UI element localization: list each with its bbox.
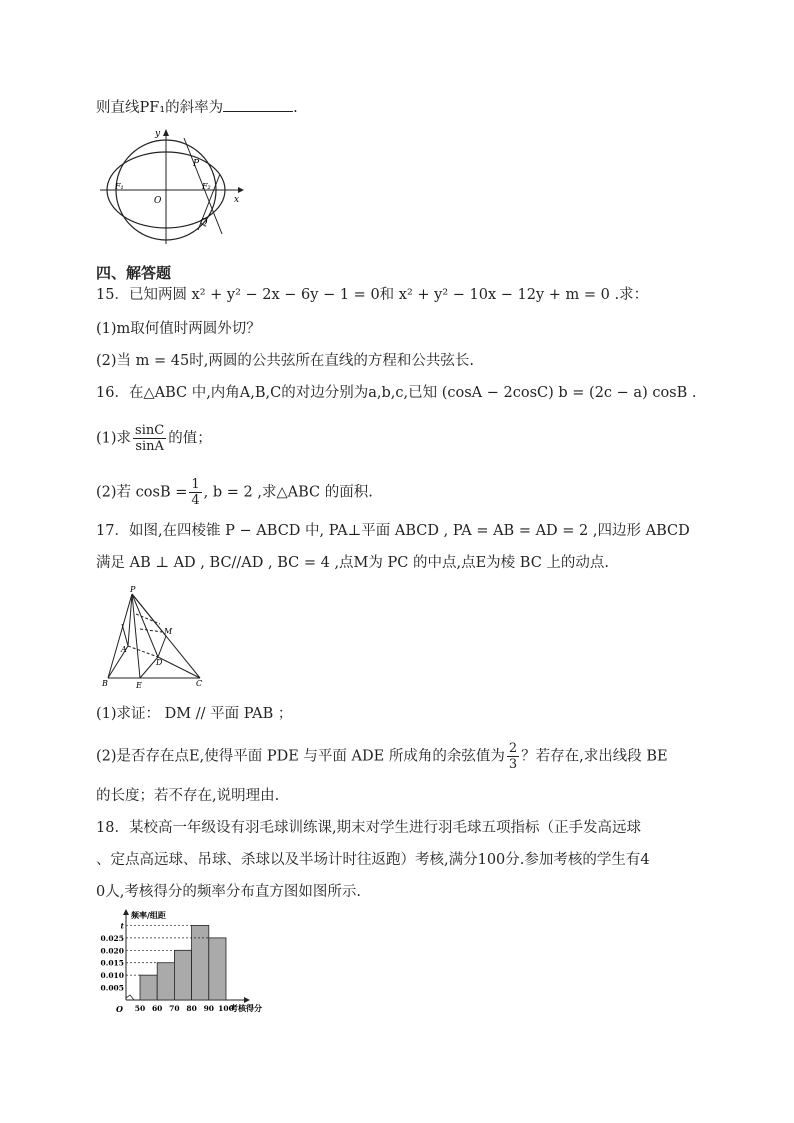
label-d: D bbox=[156, 658, 163, 667]
q17-stem-line2: 满足 AB ⊥ AD , BC//AD , BC = 4 ,点M为 PC 的中点,点E为棱 BC 上的动点. bbox=[96, 555, 610, 571]
y-tick-label: t bbox=[120, 921, 124, 931]
edge-aux2 bbox=[140, 629, 162, 632]
ellipse-circle-figure bbox=[98, 126, 248, 246]
histogram-bar bbox=[192, 925, 209, 1000]
x-tick-label: 90 bbox=[203, 1004, 215, 1013]
q14-text: 则直线PF₁的斜率为 bbox=[96, 100, 224, 116]
y-axis-label: 频率/组距 bbox=[131, 910, 166, 920]
q16-part1-suffix: 的值； bbox=[168, 430, 212, 447]
y-tick-label: 0.005 bbox=[100, 983, 124, 993]
fraction-one-quarter bbox=[189, 477, 201, 508]
label-o: O bbox=[154, 196, 162, 206]
edge-dc bbox=[158, 657, 200, 678]
q17-part2-prefix: (2)是否存在点E,使得平面 PDE 与平面 ADE 所成角的余弦值为 bbox=[96, 748, 505, 765]
label-p: P bbox=[130, 585, 136, 594]
q18-stem-line2: 、定点高远球、吊球、杀球以及半场计时往返跑）考核,满分100分.参加考核的学生有4 bbox=[96, 852, 650, 868]
y-axis-arrow bbox=[163, 129, 169, 136]
x-tick-label: 100 bbox=[218, 1004, 234, 1013]
q18-stem-line3: 0人,考核得分的频率分布直方图如图所示. bbox=[96, 884, 361, 900]
x-axis-label: 考核得分 bbox=[230, 1003, 262, 1013]
fraction-den: sinA bbox=[135, 439, 164, 454]
q16-part2-prefix: (2)若 cosB = bbox=[96, 484, 188, 501]
y-tick-label: 0.020 bbox=[100, 946, 124, 956]
section-title: 四、解答题 bbox=[96, 264, 172, 282]
histogram-bar bbox=[174, 950, 191, 1000]
frequency-histogram bbox=[94, 908, 294, 1020]
pyramid-figure bbox=[100, 584, 210, 690]
q17-part2-suffix: ？若存在,求出线段 BE bbox=[521, 748, 668, 765]
edge-aux3 bbox=[122, 624, 128, 646]
x-tick-label: 80 bbox=[186, 1004, 197, 1013]
q14-answer-line bbox=[96, 97, 298, 119]
x-tick-label: 60 bbox=[151, 1004, 163, 1013]
label-b: B bbox=[102, 679, 108, 688]
histogram-bar bbox=[140, 975, 157, 1000]
fraction-two-thirds bbox=[507, 741, 519, 772]
edge-ad bbox=[128, 646, 158, 657]
fraction-num: sinC bbox=[135, 423, 165, 438]
x-tick-label: 70 bbox=[169, 1004, 180, 1013]
label-m: M bbox=[164, 627, 173, 636]
q15-part1: (1)m取何值时两圆外切？ bbox=[96, 321, 261, 337]
q17-part2-line2: 的长度；若不存在,说明理由. bbox=[96, 788, 280, 804]
label-a: A bbox=[121, 645, 127, 654]
label-f2: F₂ bbox=[202, 182, 211, 191]
fraction-den: 4 bbox=[191, 493, 200, 508]
y-tick-label: 0.010 bbox=[100, 971, 124, 981]
label-f1: F₁ bbox=[115, 182, 124, 191]
axis-break-mark bbox=[126, 995, 138, 1000]
histogram-bar bbox=[209, 938, 226, 1000]
q16-stem: 16．在△ABC 中,内角A,B,C的对边分别为a,b,c,已知 (cosA − 2cosC) b = (2c − a) cosB . bbox=[96, 385, 697, 401]
fraction-sinc-sina bbox=[133, 423, 166, 454]
q17-part2 bbox=[96, 741, 668, 772]
q16-part2 bbox=[96, 477, 373, 508]
edge-dm bbox=[158, 636, 166, 657]
label-x: x bbox=[234, 195, 240, 205]
origin-label: O bbox=[116, 1004, 123, 1014]
x-axis-arrow bbox=[238, 187, 244, 193]
fraction-den: 3 bbox=[508, 757, 518, 772]
q17-stem-line1: 17．如图,在四棱锥 P − ABCD 中, PA⊥平面 ABCD , PA = AB = AD = 2 ,四边形 ABCD bbox=[96, 523, 690, 539]
q14-period: . bbox=[293, 100, 298, 116]
q15-part2: (2)当 m = 45时,两圆的公共弦所在直线的方程和公共弦长. bbox=[96, 353, 474, 369]
edge-pe bbox=[132, 594, 140, 678]
y-tick-label: 0.015 bbox=[100, 958, 124, 968]
x-tick-label: 50 bbox=[134, 1004, 146, 1013]
label-y: y bbox=[155, 129, 161, 139]
q16-part1-prefix: (1)求 bbox=[96, 430, 132, 447]
q17-part1: (1)求证： DM // 平面 PAB ； bbox=[96, 706, 293, 722]
fraction-num: 1 bbox=[191, 477, 200, 492]
label-c: C bbox=[196, 679, 203, 688]
label-q: Q bbox=[200, 218, 208, 228]
edge-aux1 bbox=[136, 614, 160, 624]
q15-stem: 15．已知两圆 x² + y² − 2x − 6y − 1 = 0和 x² + y² − 10x − 12y + m = 0 .求： bbox=[96, 287, 649, 303]
y-axis-arrow bbox=[123, 909, 129, 915]
label-p: P bbox=[193, 159, 200, 169]
q16-part2-suffix: , b = 2 ,求△ABC 的面积. bbox=[203, 484, 373, 501]
edge-pd bbox=[132, 594, 158, 657]
q18-stem-line1: 18．某校高一年级设有羽毛球训练课,期末对学生进行羽毛球五项指标（正手发高远球 bbox=[96, 820, 642, 836]
fraction-num: 2 bbox=[508, 741, 518, 756]
answer-blank bbox=[223, 97, 293, 112]
label-e: E bbox=[136, 681, 142, 690]
y-tick-label: 0.025 bbox=[100, 933, 124, 943]
q16-part1 bbox=[96, 423, 212, 454]
histogram-bar bbox=[157, 963, 174, 1000]
